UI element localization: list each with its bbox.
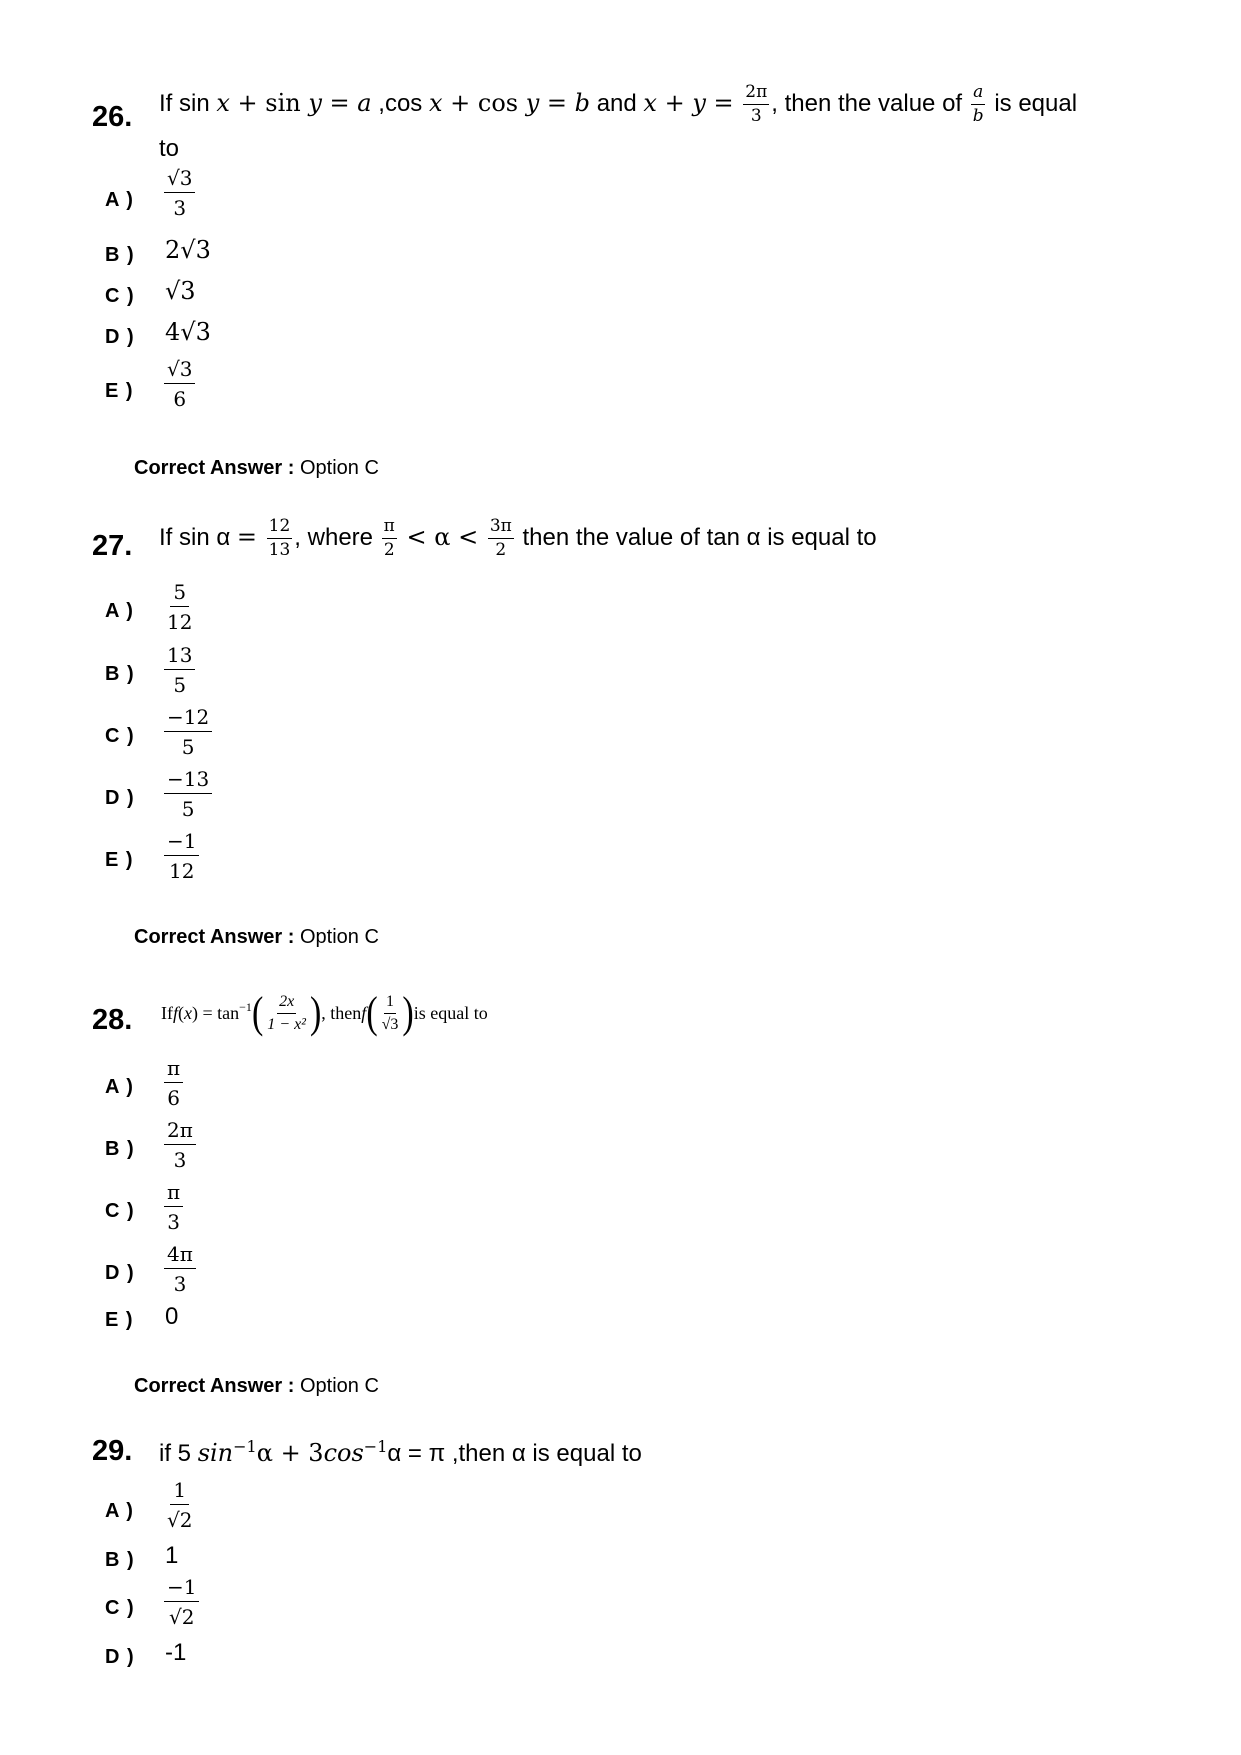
fraction-numerator: 2x — [277, 994, 296, 1014]
question-27-text — [159, 518, 877, 559]
q26-text-part: , then the value of — [771, 89, 969, 117]
q28-option-d-value[interactable] — [164, 1244, 196, 1294]
question-28-number: 28. — [92, 1004, 133, 1036]
q29-option-b-label[interactable]: B ) — [105, 1549, 135, 1571]
left-paren-icon: ( — [366, 988, 378, 1037]
question-26-text-line2: to — [159, 135, 180, 162]
q26-var: x — [428, 88, 443, 117]
q26-correct-answer — [134, 457, 379, 480]
q28-option-e-value[interactable]: 0 — [165, 1303, 179, 1330]
q26-option-c-label[interactable]: C ) — [105, 285, 135, 307]
fraction-denominator: √3 — [381, 1016, 399, 1033]
q26-var: a — [357, 88, 372, 117]
question-28-text — [161, 988, 488, 1037]
q27-option-b-label[interactable]: B ) — [105, 663, 135, 685]
fraction-denominator: 2 — [383, 540, 395, 560]
q27-option-c-label[interactable]: C ) — [105, 725, 135, 747]
q29-superscript: −1 — [363, 1437, 388, 1456]
fraction-denominator: 12 — [167, 610, 193, 634]
fraction-denominator: 3 — [173, 1148, 187, 1172]
fraction-numerator: 1 — [384, 994, 396, 1014]
q26-var: b — [574, 88, 591, 117]
q26-var: y — [692, 88, 706, 117]
fraction-denominator: √2 — [169, 1605, 195, 1629]
fraction-denominator: 3 — [167, 1210, 180, 1234]
q26-option-b-value[interactable]: 2√3 — [165, 236, 211, 264]
fraction-numerator: 2π — [743, 84, 769, 105]
q26-option-d-value[interactable]: 4√3 — [165, 318, 211, 346]
q28-option-d-label[interactable]: D ) — [105, 1262, 135, 1284]
q27-correct-answer — [134, 926, 379, 949]
q27-op: = — [236, 522, 265, 551]
q26-option-d-label[interactable]: D ) — [105, 326, 135, 348]
correct-answer-label: Correct Answer : — [134, 1375, 295, 1397]
q29-func: sin — [197, 1439, 234, 1467]
q27-option-b-value[interactable] — [164, 645, 195, 695]
q26-fraction-a-over-b — [971, 84, 986, 125]
q26-option-a-label[interactable]: A ) — [105, 189, 134, 211]
q27-fraction-3pi-over-2 — [488, 518, 514, 559]
q26-option-a-value[interactable] — [164, 168, 195, 218]
q26-op: = — [321, 88, 358, 117]
fraction-denominator: 3 — [173, 196, 187, 220]
q28-option-c-value[interactable] — [164, 1182, 183, 1232]
q26-var: x — [643, 88, 657, 117]
q26-op: = — [705, 88, 742, 117]
q28-var: f — [361, 1003, 367, 1023]
q28-var: f — [173, 1003, 179, 1023]
question-26-number: 26. — [92, 101, 133, 133]
q29-text-part: α + 3 — [256, 1439, 324, 1467]
q26-text-part: and — [590, 89, 644, 117]
question-26-text — [159, 84, 1077, 125]
q26-text-part: If sin — [159, 89, 217, 117]
q26-op: = — [539, 88, 575, 117]
q28-fraction-1-over-root3 — [380, 994, 401, 1033]
q26-op: + sin — [229, 88, 309, 117]
q28-option-b-value[interactable] — [164, 1120, 196, 1170]
correct-answer-value: Option C — [294, 1375, 379, 1397]
fraction-numerator: 13 — [164, 645, 195, 670]
fraction-numerator: −1 — [164, 831, 199, 856]
question-27-number: 27. — [92, 530, 133, 562]
q28-option-c-label[interactable]: C ) — [105, 1200, 135, 1222]
q29-option-c-value[interactable] — [164, 1577, 199, 1627]
q29-option-a-label[interactable]: A ) — [105, 1500, 134, 1522]
left-paren-icon: ( — [251, 988, 264, 1037]
q26-text-part: ,cos — [371, 89, 429, 117]
fraction-numerator: 4π — [164, 1244, 196, 1269]
q28-text-part: If — [161, 1003, 173, 1023]
fraction-numerator: π — [164, 1058, 183, 1083]
q28-fraction-2x-over-1-x2 — [265, 994, 308, 1033]
q27-option-e-value[interactable] — [164, 831, 199, 881]
q26-op: + — [656, 88, 693, 117]
fraction-numerator: −13 — [164, 769, 212, 794]
fraction-denominator: 5 — [173, 673, 187, 697]
fraction-denominator: 13 — [268, 540, 291, 560]
fraction-numerator: 5 — [170, 582, 189, 607]
fraction-numerator: √3 — [164, 168, 195, 193]
right-paren-icon: ) — [309, 988, 322, 1037]
q28-correct-answer — [134, 1375, 379, 1398]
fraction-denominator: 6 — [167, 1086, 180, 1110]
q27-fraction-pi-over-2 — [382, 518, 397, 559]
q29-func: cos — [323, 1439, 364, 1467]
q29-option-d-value[interactable]: -1 — [165, 1639, 187, 1666]
q26-var: x — [216, 88, 230, 117]
fraction-numerator: π — [164, 1182, 183, 1207]
q28-option-a-label[interactable]: A ) — [105, 1076, 134, 1098]
q27-option-a-value[interactable] — [164, 582, 195, 632]
q29-option-a-value[interactable] — [164, 1480, 195, 1530]
q26-option-c-value[interactable]: √3 — [165, 277, 196, 305]
q26-var: y — [525, 88, 540, 117]
fraction-numerator: π — [382, 518, 397, 539]
fraction-numerator: −12 — [164, 707, 212, 732]
q27-text-part: If sin α — [159, 523, 237, 551]
q27-option-e-label[interactable]: E ) — [105, 849, 134, 871]
fraction-denominator: 12 — [169, 859, 195, 883]
q27-option-d-label[interactable]: D ) — [105, 787, 135, 809]
q29-superscript: −1 — [233, 1437, 257, 1456]
q27-fraction-12-over-13 — [267, 518, 293, 559]
q28-text-part: ) = tan — [192, 1003, 240, 1023]
fraction-numerator: 2π — [164, 1120, 196, 1145]
fraction-denominator: 5 — [181, 797, 195, 821]
q27-op: < α < — [398, 522, 486, 551]
fraction-numerator: √3 — [164, 359, 195, 384]
fraction-numerator: a — [971, 84, 985, 105]
fraction-numerator: −1 — [164, 1577, 199, 1602]
correct-answer-label: Correct Answer : — [134, 926, 295, 948]
fraction-numerator: 3π — [488, 518, 514, 539]
q28-var: x — [184, 1003, 193, 1023]
right-paren-icon: ) — [402, 988, 414, 1037]
q29-option-c-label[interactable]: C ) — [105, 1597, 135, 1619]
q28-option-a-value[interactable] — [164, 1058, 183, 1108]
q26-option-b-label[interactable]: B ) — [105, 244, 135, 266]
q27-option-a-label[interactable]: A ) — [105, 600, 134, 622]
q28-text-part: ( — [178, 1003, 185, 1023]
correct-answer-value: Option C — [294, 457, 379, 479]
fraction-numerator: 12 — [267, 518, 293, 539]
question-29-number: 29. — [92, 1435, 133, 1467]
correct-answer-label: Correct Answer : — [134, 457, 295, 479]
fraction-denominator: 6 — [173, 387, 187, 411]
q29-option-d-label[interactable]: D ) — [105, 1646, 135, 1668]
fraction-denominator: 2 — [495, 540, 507, 560]
q26-var: y — [308, 88, 322, 117]
q28-superscript: −1 — [239, 1000, 252, 1014]
question-29-text — [159, 1437, 642, 1468]
q26-option-e-value[interactable] — [164, 359, 195, 409]
fraction-numerator: 1 — [170, 1480, 189, 1505]
q28-option-e-label[interactable]: E ) — [105, 1309, 134, 1331]
q26-fraction-2pi-over-3 — [743, 84, 769, 125]
q29-text-part: if 5 — [159, 1440, 198, 1467]
q27-text-part: , where — [294, 523, 380, 551]
q27-option-c-value[interactable] — [164, 707, 212, 757]
fraction-denominator: b — [972, 106, 984, 126]
fraction-denominator: 3 — [173, 1272, 187, 1296]
q26-text-part: is equal — [987, 89, 1078, 117]
q28-option-b-label[interactable]: B ) — [105, 1138, 135, 1160]
fraction-denominator: √2 — [167, 1508, 193, 1532]
q28-text-part: is equal to — [413, 1003, 488, 1023]
fraction-denominator: 5 — [181, 735, 195, 759]
q29-text-part: α = π ,then α is equal to — [387, 1440, 642, 1467]
correct-answer-value: Option C — [294, 926, 379, 948]
q27-option-d-value[interactable] — [164, 769, 212, 819]
q28-text-part: , then — [321, 1003, 362, 1023]
q29-option-b-value[interactable]: 1 — [165, 1542, 179, 1569]
q27-text-part: then the value of tan α is equal to — [515, 523, 877, 551]
q26-option-e-label[interactable]: E ) — [105, 380, 134, 402]
q26-op: + cos — [442, 88, 526, 117]
fraction-denominator: 1 − x² — [267, 1016, 306, 1033]
fraction-denominator: 3 — [750, 106, 762, 126]
